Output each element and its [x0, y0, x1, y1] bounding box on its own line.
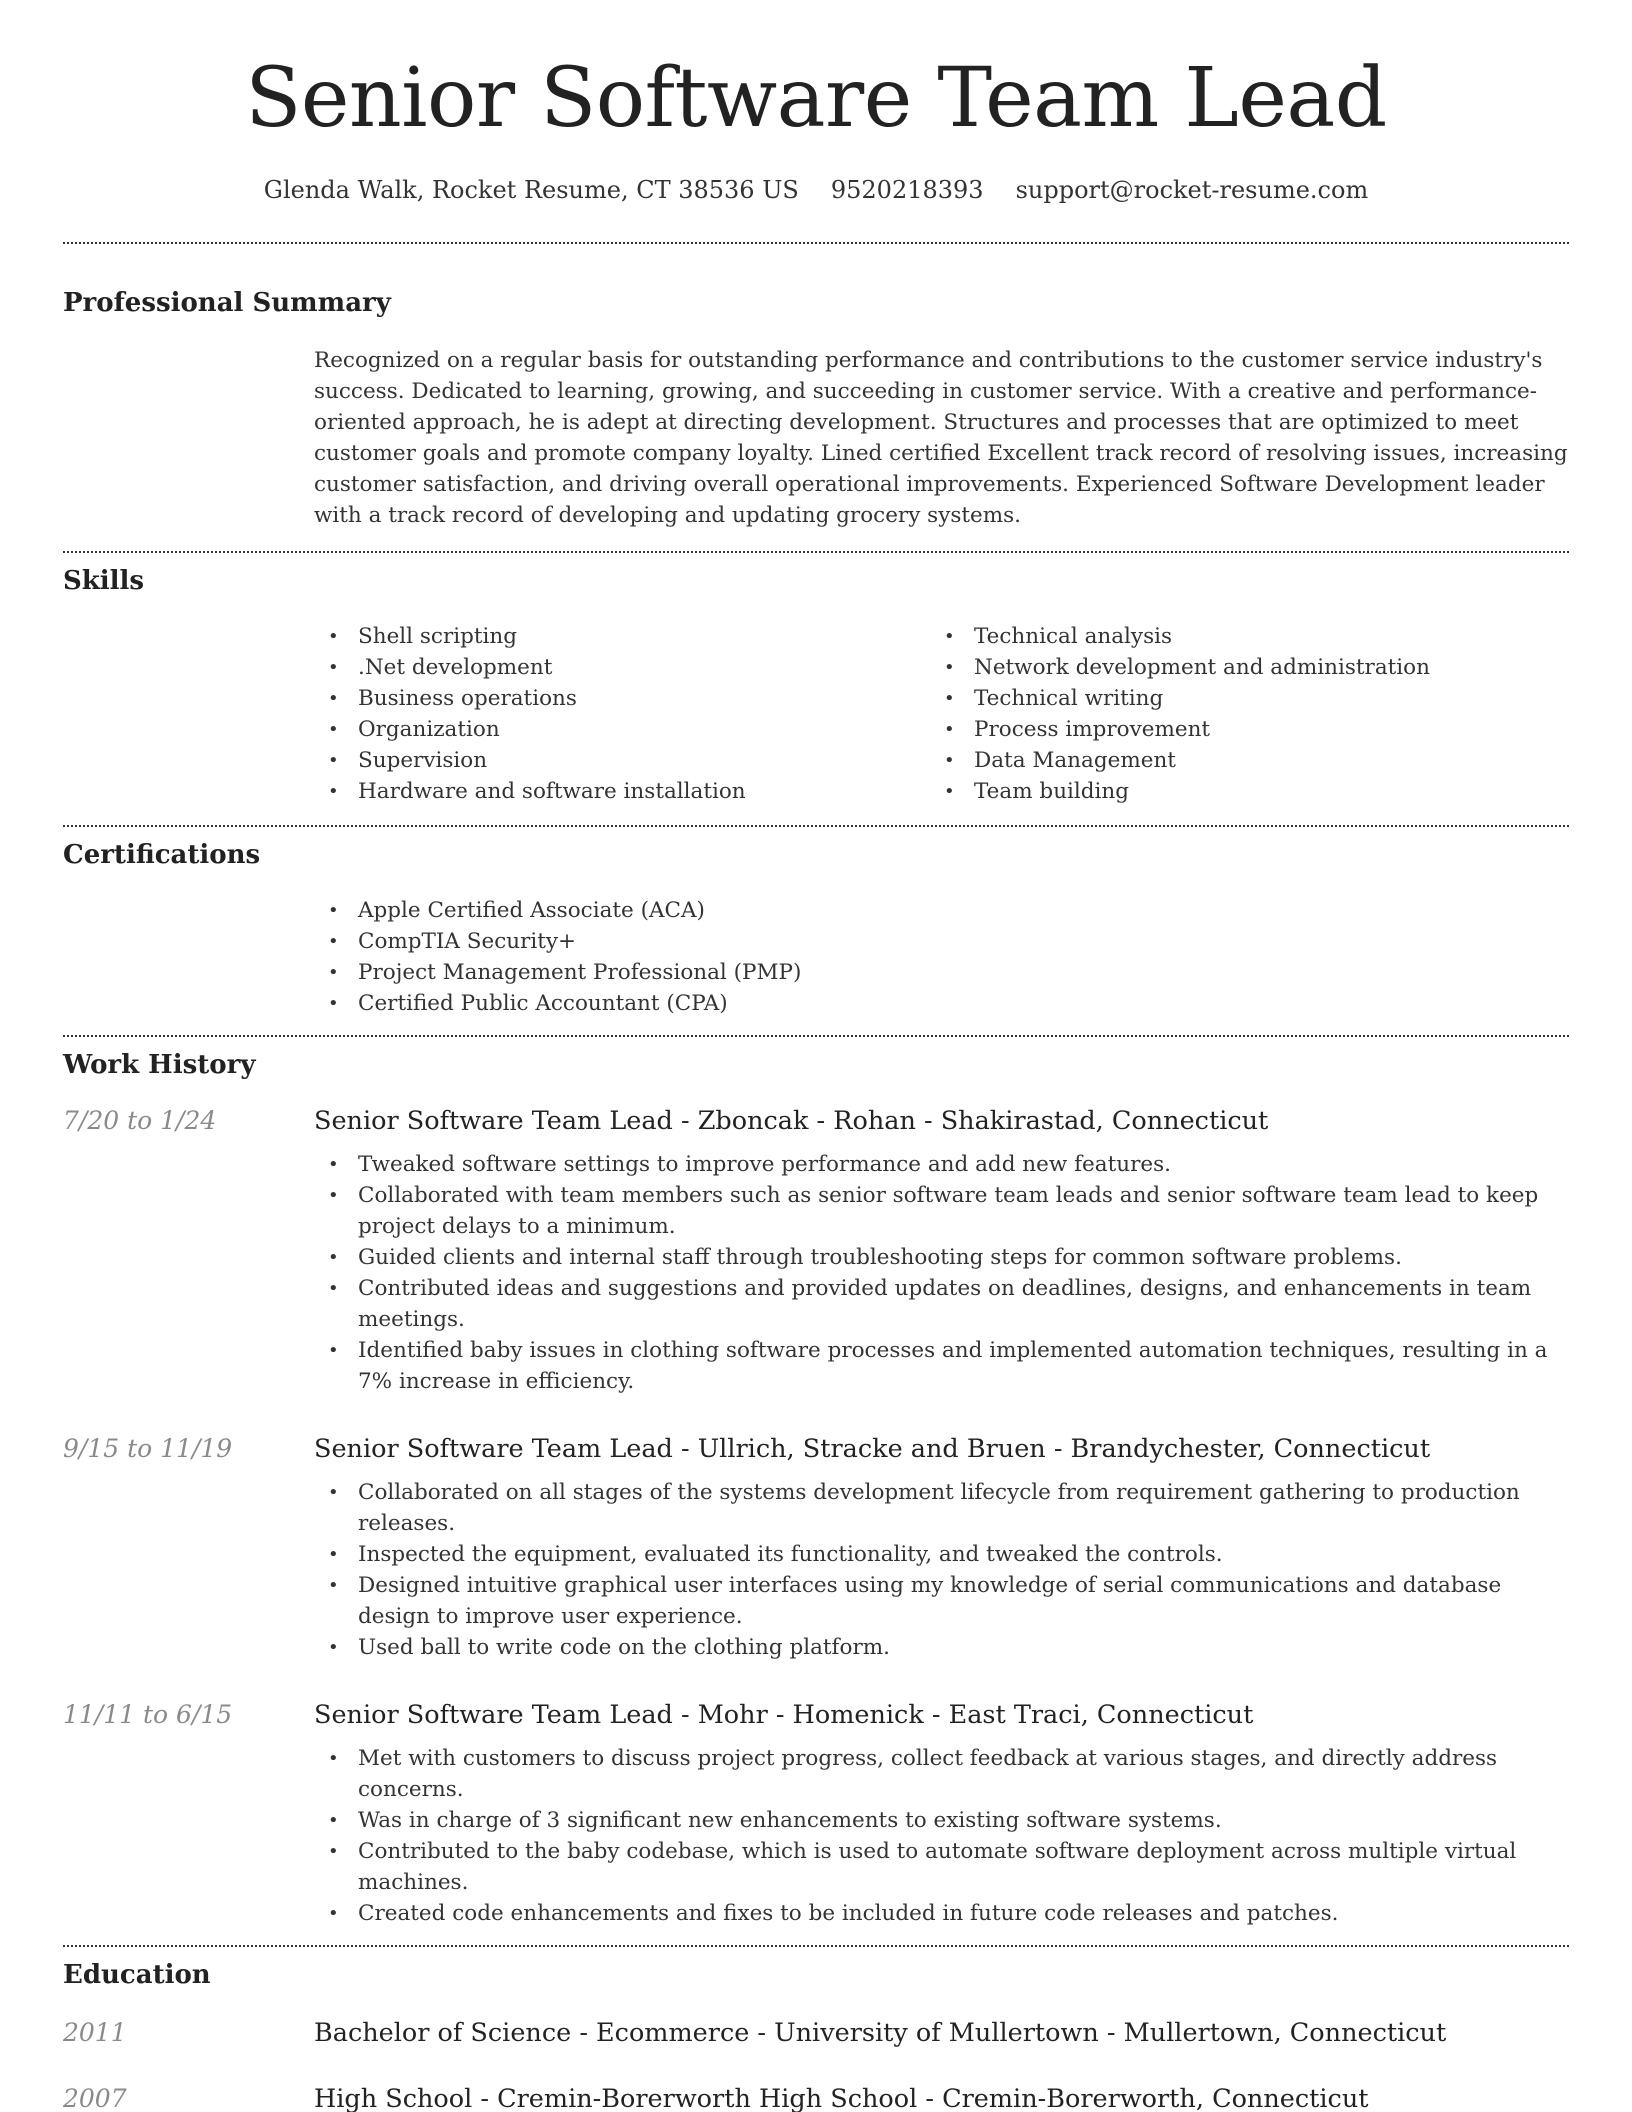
education-entry [63, 2084, 1569, 2112]
list-item: • Business operations [314, 683, 930, 714]
list-item: • Team building [930, 776, 1569, 807]
job-entry [63, 1700, 1569, 1929]
list-item: • Technical analysis [930, 621, 1569, 652]
section-title-certifications: Certifications [63, 840, 261, 870]
job-title: Senior Software Team Lead - Zboncak - Rohan - Shakirastad, Connecticut [314, 1106, 1269, 1136]
list-item: • Identified baby issues in clothing software processes and implemented automation techniques, resulting in a 7% increase in efficiency. [314, 1335, 1569, 1397]
summary-section [63, 288, 1569, 531]
job-bullets [63, 1477, 1569, 1663]
contact-line [63, 176, 1569, 204]
divider [63, 1945, 1569, 1947]
summary-text: Recognized on a regular basis for outstanding performance and contributions to the customer service industry's success. Dedicated to learning, growing, and succeeding in customer service. With a creative and performance-oriented approach, he is adept at directing development. Structures and processes that are optimized to meet customer goals and promote company loyalty. Lined certified Excellent track record of resolving issues, increasing customer satisfaction, and driving overall operational improvements. Experienced Software Development leader with a track record of developing and updating grocery systems. [314, 348, 1568, 528]
skills-list-right [930, 621, 1569, 807]
job-title: Senior Software Team Lead - Mohr - Homenick - East Traci, Connecticut [314, 1700, 1254, 1730]
list-item: • Collaborated on all stages of the systems development lifecycle from requirement gathering to production releases. [314, 1477, 1569, 1539]
job-bullets [63, 1743, 1569, 1929]
section-title-skills: Skills [63, 566, 145, 596]
list-item: • Created code enhancements and fixes to be included in future code releases and patches. [314, 1898, 1569, 1929]
education-date: 2007 [63, 2084, 127, 2112]
list-item: • Met with customers to discuss project progress, collect feedback at various stages, and directly address concerns. [314, 1743, 1569, 1805]
certifications-list [63, 895, 1569, 1019]
section-title-education: Education [63, 1960, 211, 1990]
skills-section [63, 566, 1569, 807]
divider [63, 1035, 1569, 1037]
contact-email[interactable]: support@rocket-resume.com [1015, 176, 1369, 204]
contact-address: Glenda Walk, Rocket Resume, CT 38536 US [263, 176, 799, 204]
education-title: Bachelor of Science - Ecommerce - University of Mullertown - Mullertown, Connecticut [314, 2018, 1447, 2048]
job-date: 11/11 to 6/15 [63, 1700, 233, 1729]
list-item: • Process improvement [930, 714, 1569, 745]
list-item: • Contributed to the baby codebase, which is used to automate software deployment across multiple virtual machines. [314, 1836, 1569, 1898]
list-item: • Project Management Professional (PMP) [314, 957, 1569, 988]
skills-list-left [314, 621, 930, 807]
education-title: High School - Cremin-Borerworth High School - Cremin-Borerworth, Connecticut [314, 2084, 1369, 2112]
list-item: • Inspected the equipment, evaluated its functionality, and tweaked the controls. [314, 1539, 1569, 1570]
section-title-work: Work History [63, 1050, 256, 1080]
job-date: 7/20 to 1/24 [63, 1106, 217, 1135]
list-item: • Hardware and software installation [314, 776, 930, 807]
list-item: • Guided clients and internal staff through troubleshooting steps for common software problems. [314, 1242, 1569, 1273]
list-item: • Data Management [930, 745, 1569, 776]
section-title-summary: Professional Summary [63, 288, 391, 318]
list-item: • Technical writing [930, 683, 1569, 714]
job-entry [63, 1434, 1569, 1663]
certifications-section [63, 840, 1569, 1019]
list-item: • Tweaked software settings to improve performance and add new features. [314, 1149, 1569, 1180]
list-item: • .Net development [314, 652, 930, 683]
job-title: Senior Software Team Lead - Ullrich, Stracke and Bruen - Brandychester, Connecticut [314, 1434, 1431, 1464]
list-item: • Network development and administration [930, 652, 1569, 683]
education-entry [63, 2018, 1569, 2048]
list-item: • Organization [314, 714, 930, 745]
divider [63, 242, 1569, 244]
divider [63, 825, 1569, 827]
education-section [63, 1960, 1569, 2112]
job-entry [63, 1106, 1569, 1397]
list-item: • Contributed ideas and suggestions and provided updates on deadlines, designs, and enhancements in team meetings. [314, 1273, 1569, 1335]
contact-phone: 9520218393 [830, 176, 984, 204]
resume-title: Senior Software Team Lead [245, 51, 1387, 146]
job-header [63, 1434, 1569, 1464]
job-date: 9/15 to 11/19 [63, 1434, 233, 1463]
job-header [63, 1700, 1569, 1730]
work-section [63, 1050, 1569, 1929]
skills-grid [63, 621, 1569, 807]
education-date: 2011 [63, 2018, 127, 2047]
list-item: • CompTIA Security+ [314, 926, 1569, 957]
job-header [63, 1106, 1569, 1136]
list-item: • Used ball to write code on the clothing platform. [314, 1632, 1569, 1663]
list-item: • Designed intuitive graphical user interfaces using my knowledge of serial communications and database design to improve user experience. [314, 1570, 1569, 1632]
list-item: • Collaborated with team members such as senior software team leads and senior software team lead to keep project delays to a minimum. [314, 1180, 1569, 1242]
list-item: • Shell scripting [314, 621, 930, 652]
list-item: • Certified Public Accountant (CPA) [314, 988, 1569, 1019]
list-item: • Apple Certified Associate (ACA) [314, 895, 1569, 926]
list-item: • Supervision [314, 745, 930, 776]
list-item: • Was in charge of 3 significant new enhancements to existing software systems. [314, 1805, 1569, 1836]
divider [63, 551, 1569, 553]
job-bullets [63, 1149, 1569, 1397]
